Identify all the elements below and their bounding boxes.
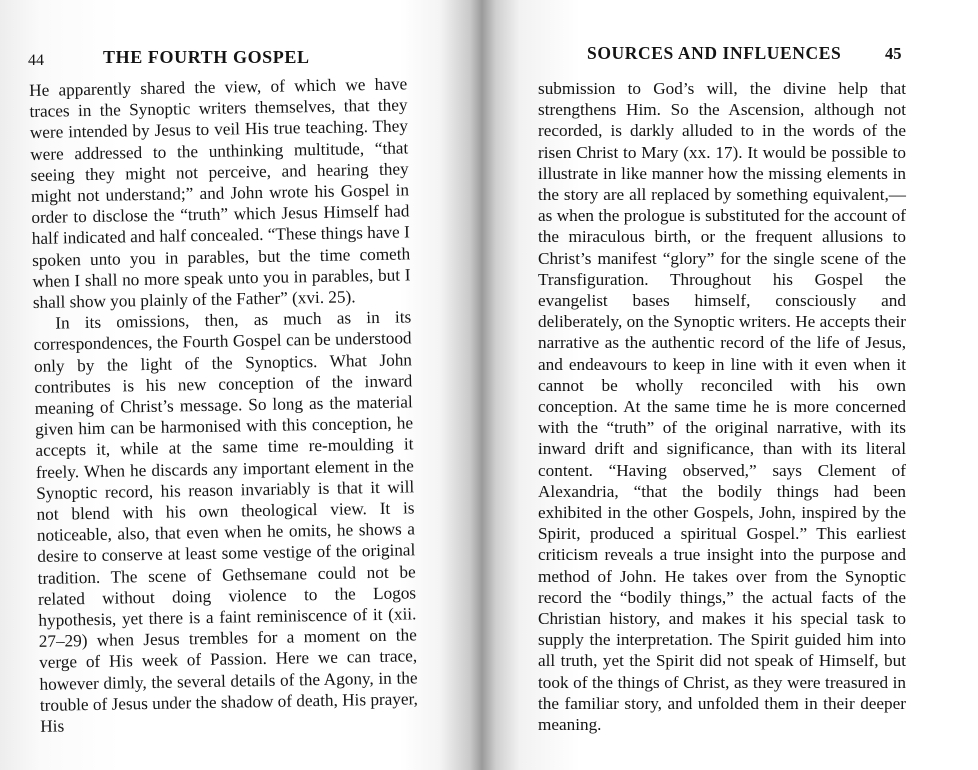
running-head: THE FOURTH GOSPEL: [103, 47, 310, 67]
right-page: [490, 0, 978, 770]
left-page: [0, 0, 470, 770]
paragraph: He apparently shared the view, of which we have traces in the Synoptic writers themselves, that they were intended by Jesus to veil His true teaching. They were addressed to the unthinking multitude, “that seeing they might not perceive, and hearing they might not understand;” and John wrote his Gospel in order to disclose the “truth” which Jesus Himself had half indicated and half concealed. “These things have I spoken unto you in parables, but the time cometh when I shall no more speak unto you in parables, but I shall show you plainly of the Father” (xvi. 25).: [29, 74, 411, 312]
page-number: 45: [885, 44, 902, 63]
paragraph: submission to God’s will, the divine help that strengthens Him. So the Ascension, although not recorded, is darkly alluded to in the words of the risen Christ to Mary (xx. 17). It would be possible to illustrate in like manner how the missing elements in the story are all replaced by something equivalent,—as when the prologue is substituted for the account of the miraculous birth, or the frequent allusions to Christ’s manifest “glory” for the single scene of the Transfiguration. Throughout his Gospel the evangelist bases himself, consciously and deliberately, on the Synoptic writers. He accepts their narrative as the authentic record of the life of Jesus, and endeavours to keep in line with it even when it cannot be wholly reconciled with his own conception. At the same time he is more concerned with the “truth” of the original narrative, with its inward drift and significance, than with its literal content. “Having observed,” says Clement of Alexandria, “that the bodily things had been exhibited in the other Gospels, John, inspired by the Spirit, produced a spiritual Gospel.” This earliest criticism reveals a true insight into the purpose and method of John. He takes over from the Synoptic record the “bodily things,” the actual facts of the Christian history, and makes it his special task to supply the interpretation. The Spirit guided him into all truth, yet the Spirit did not speak of Himself, but took of the things of Christ, as they were treasured in the familiar story, and unfolded them in their deeper meaning.: [538, 79, 906, 735]
running-head: SOURCES AND INFLUENCES: [587, 43, 842, 63]
page-body: [538, 78, 906, 735]
page-number: 44: [28, 52, 44, 69]
page-body: [29, 73, 418, 737]
paragraph: In its omissions, then, as much as in its correspondences, the Fourth Gospel can be understood only by the light of the Synoptics. What John contributes is his new conception of the inward meaning of Christ’s message. So long as the material given him can be harmonised with this conception, he accepts it, while at the same time re-moulding it freely. When he discards any important element in the Synoptic record, his reason invariably is that it will not blend with his own theological view. It is noticeable, also, that even when he omits, he shows a desire to conserve at least some vestige of the original tradition. The scene of Gethsemane could not be related without doing violence to the Logos hypothesis, yet there is a faint reminiscence of it (xii. 27–29) when Jesus trembles for a moment on the verge of His week of Passion. Here we can trace, however dimly, the several details of the Agony, in the trouble of Jesus under the shadow of death, His prayer, His: [33, 307, 419, 736]
